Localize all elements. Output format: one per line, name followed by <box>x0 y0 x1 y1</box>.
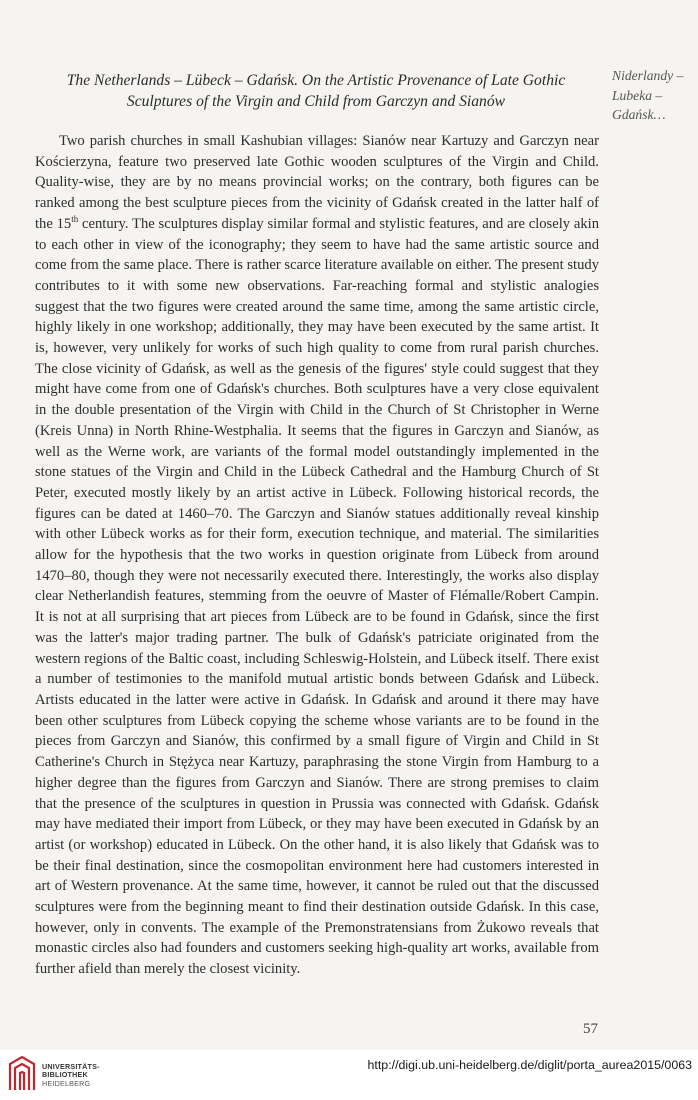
body-text-part-1: Two parish churches in small Kashubian villages: Sianów near Kartuzy and Garczyn near Kościerzyna, feature two preserved late Gothic wooden sculptures of the Virgin and Child. Quality-wise, they are by no means provincial works; on the contrary, both figures can be ranked among the best sculpture pieces from the vicinity of Gdańsk created in the latter half of the 15 <box>35 133 599 232</box>
body-text-part-2: century. The sculptures display similar formal and stylistic features, and are closely akin to each other in view of the iconography; they seem to have had the same artistic source and come from the same place. There is rather scarce literature available on either. The present study contributes to it with some new observations. Far-reaching formal and stylistic analogies suggest that the two figures were created around the same time, among the same artistic circle, highly likely in one workshop; additionally, they may have been executed by the same artist. It is, however, very unlikely for works of such high quality to come from rural parish churches. The close vicinity of Gdańsk, as well as the genesis of the figures' style could suggest that they might have come from one of Gdańsk's churches. Both sculptures have a very close equivalent in the double presentation of the Virgin with Child in the Church of St Christopher in Werne (Kreis Unna) in North Rhine-Westphalia. It seems that the figures in Garczyn and Sianów, as well as the Werne work, are variants of the formal model outstandingly implemented in the stone statues of the Virgin and Child in the Lübeck Cathedral and the Hamburg Church of St Peter, executed mostly likely by an artist active in Lübeck. Following historical records, the figures can be dated at 1460–70. The Garczyn and Sianów statues additionally reveal kinship with other Lübeck works as for their form, execution technique, and material. The similarities allow for the hypothesis that the two works in question originate from Lübeck from around 1470–80, though they were not necessarily executed there. Interestingly, the works also display clear Netherlandish features, stemming from the oeuvre of Master of Flémalle/Robert Campin. It is not at all surprising that art pieces from Lübeck are to be found in Gdańsk, since the first was the latter's major trading partner. The bulk of Gdańsk's patriciate originated from the western regions of the Baltic coast, including Schleswig-Holstein, and Lübeck itself. There exist a number of testimonies to the manifold mutual artistic bonds between Gdańsk and Lübeck. Artists educated in the latter were active in Gdańsk. In Gdańsk and around it there may have been other sculptures from Lübeck copying the scheme whose variants are to be found in the pieces from Garczyn and Sianów, this confirmed by a small figure of Virgin and Child in St Catherine's Church in Stężyca near Kartuzy, paraphrasing the stone Virgin from Hamburg to a higher degree than the figures from Garczyn and Sianów. There are strong premises to claim that the presence of the sculptures in question in Prussia was connected with Gdańsk. Gdańsk may have mediated their import from Lübeck, or they may have been executed in Gdańsk by an artist (or workshop) educated in Lübeck. On the other hand, it is also likely that Gdańsk was to be their final destination, since the cosmopolitan environment here had customers interested in art of Western provenance. At the same time, however, it cannot be ruled out that the discussed sculptures were from the beginning meant to find their destination outside Gdańsk. In this case, however, only in convents. The example of the Premonstratensians from Żukowo reveals that monastic circles also had founders and customers seeking high-quality art works, available from further afield than merely the closest vicinity. <box>35 215 599 978</box>
running-margin-note <box>612 66 696 125</box>
margin-note-line-1: Niderlandy – <box>612 68 684 83</box>
library-name-line-2: BIBLIOTHEK <box>42 1070 88 1080</box>
library-name-line-1: UNIVERSITÄTS- <box>42 1062 100 1071</box>
margin-note-line-3: Gdańsk… <box>612 107 666 122</box>
margin-note-line-2: Lubeka – <box>612 87 663 103</box>
library-name-line-3: HEIDELBERG <box>42 1078 91 1088</box>
title-line-2: Sculptures of the Virgin and Child from Garczyn and Sianów <box>126 93 506 110</box>
university-library-logo-icon <box>6 1054 38 1094</box>
article-title <box>30 70 602 112</box>
library-name <box>42 1063 100 1088</box>
title-line-1: The Netherlands – Lübeck – Gdańsk. On the Artistic Provenance of Late Gothic <box>66 72 566 89</box>
source-url[interactable]: http://digi.ub.uni-heidelberg.de/diglit/porta_aurea2015/0063 <box>367 1058 692 1072</box>
page-number: 57 <box>583 1021 598 1037</box>
body-paragraph <box>35 131 599 980</box>
ordinal-superscript: th <box>71 213 79 224</box>
